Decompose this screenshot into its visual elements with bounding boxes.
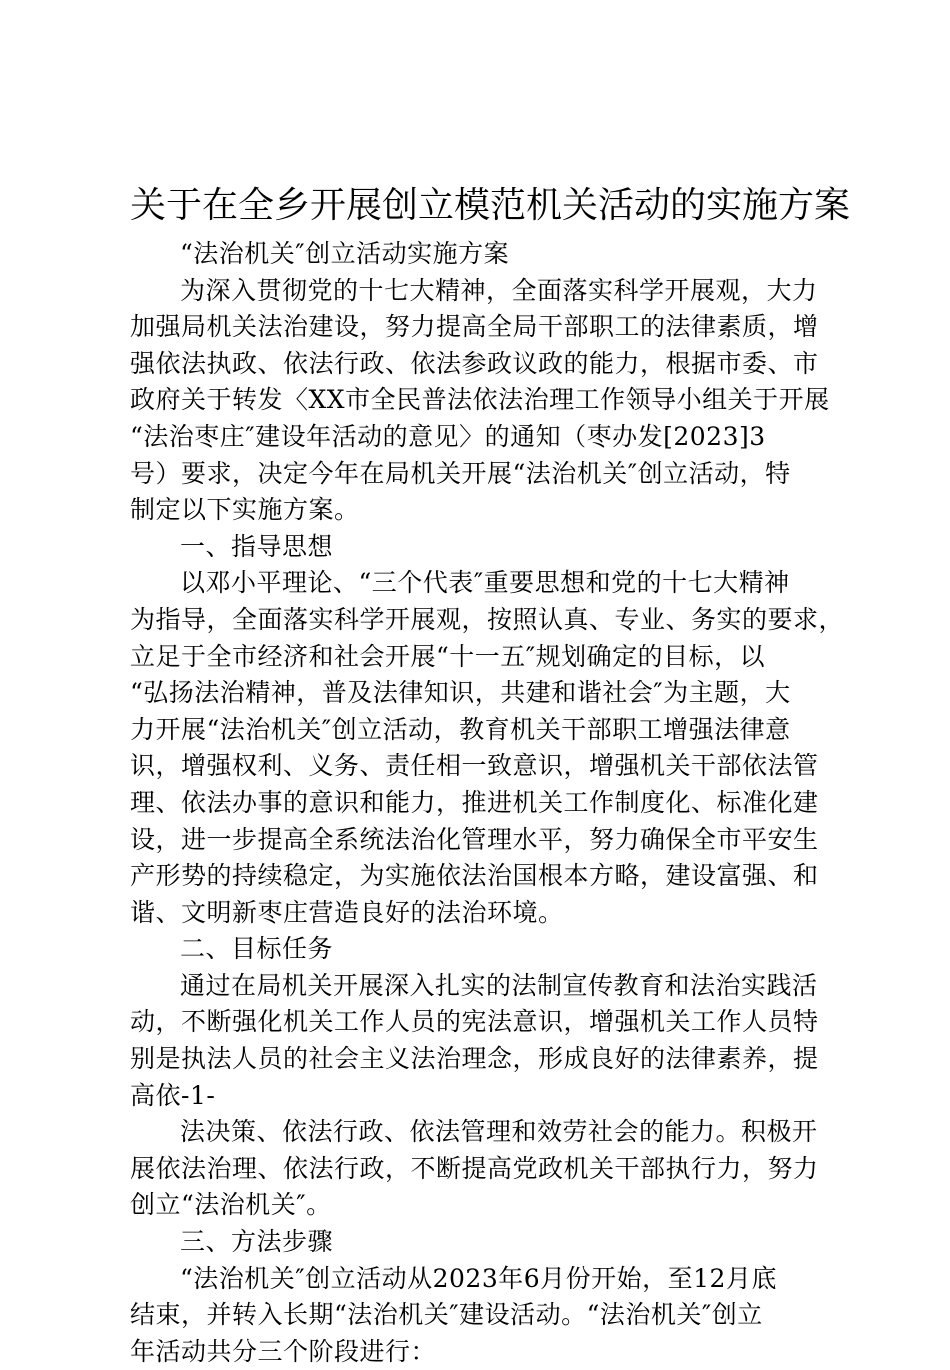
- text-line: 为指导，全面落实科学开展观，按照认真、专业、务实的要求，: [130, 604, 845, 634]
- text-line: 强依法执政、依法行政、依法参政议政的能力，根据市委、市: [130, 348, 819, 378]
- text-line: “法治机关″创立活动实施方案: [180, 239, 510, 268]
- document-title: 关于在全乡开展创立模范机关活动的实施方案: [130, 185, 851, 226]
- text-line: 加强局机关法治建设，努力提高全局干部职工的法律素质，增: [130, 312, 819, 342]
- text-line: 通过在局机关开展深入扎实的法制宣传教育和法治实践活: [180, 970, 818, 1000]
- text-line: 理、依法办事的意识和能力，推进机关工作制度化、标准化建: [130, 787, 819, 817]
- text-line: 二、目标任务: [180, 934, 334, 964]
- text-line: 动，不断强化机关工作人员的宪法意识，增强机关工作人员特: [130, 1007, 819, 1037]
- text-line: 制定以下实施方案。: [130, 495, 360, 525]
- text-line: 政府关于转发〈XX市全民普法依法治理工作领导小组关于开展: [130, 385, 830, 415]
- text-line: 别是执法人员的社会主义法治理念，形成良好的法律素养，提: [130, 1044, 819, 1074]
- text-line: 创立“法治机关″。: [130, 1190, 332, 1220]
- text-line: 力开展“法治机关″创立活动，教育机关干部职工增强法律意: [130, 714, 791, 744]
- text-line: “法治枣庄″建设年活动的意见〉的通知（枣办发[2023]3: [130, 421, 766, 451]
- document-body: [130, 236, 845, 1370]
- text-line: 谐、文明新枣庄营造良好的法治环境。: [130, 897, 564, 927]
- text-line: 展依法治理、依法行政，不断提高党政机关干部执行力，努力: [130, 1153, 819, 1183]
- text-line: 结束，并转入长期“法治机关″建设活动。“法治机关″创立: [130, 1300, 763, 1330]
- text-line: 法决策、依法行政、依法管理和效劳社会的能力。积极开: [180, 1117, 818, 1147]
- text-line: 为深入贯彻党的十七大精神，全面落实科学开展观，大力: [180, 275, 818, 305]
- text-line: 三、方法步骤: [180, 1227, 334, 1257]
- text-line: 号）要求，决定今年在局机关开展“法治机关″创立活动，特: [130, 458, 791, 488]
- text-line: 产形势的持续稳定，为实施依法治国根本方略，建设富强、和: [130, 861, 819, 891]
- text-line: 识，增强权利、义务、责任相一致意识，增强机关干部依法管: [130, 751, 819, 781]
- text-line: 一、指导思想: [180, 531, 334, 561]
- text-line: “弘扬法治精神，普及法律知识，共建和谐社会″为主题，大: [130, 678, 791, 708]
- text-line: “法治机关″创立活动从2023年6月份开始，至12月底: [180, 1263, 777, 1293]
- text-line: 高依-1-: [130, 1080, 216, 1110]
- text-line: 以邓小平理论、“三个代表″重要思想和党的十七大精神: [180, 568, 790, 598]
- text-line: 设，进一步提高全系统法治化管理水平，努力确保全市平安生: [130, 824, 819, 854]
- text-line: 年活动共分三个阶段进行：: [130, 1336, 437, 1366]
- text-line: 立足于全市经济和社会开展“十一五″规划确定的目标，以: [130, 641, 766, 671]
